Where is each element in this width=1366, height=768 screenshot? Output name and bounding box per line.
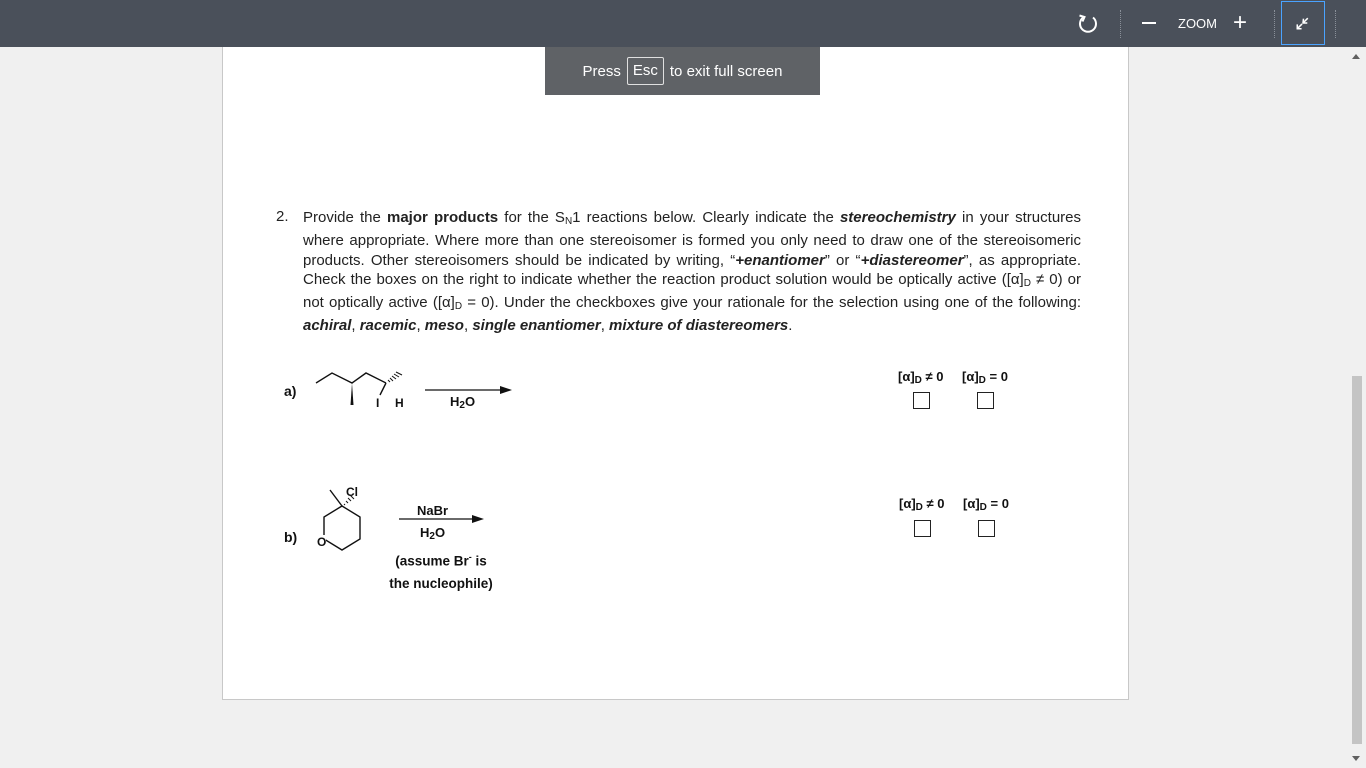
question-segment: 1 reactions below. Clearly indicate the xyxy=(572,209,840,226)
atom-o-label: O xyxy=(317,535,327,549)
question-segment: N xyxy=(564,216,573,227)
reaction-a-inactive-label: $[\alpha]_D = 0$ xyxy=(962,369,1008,386)
reaction-b-not-optically-active-checkbox[interactable] xyxy=(978,520,995,537)
question-segment: stereochemistry xyxy=(839,209,956,226)
reaction-a-optically-active-checkbox[interactable] xyxy=(913,392,930,409)
toolbar-divider xyxy=(1120,10,1122,38)
reaction-b-inactive-label: $[\alpha]_D = 0$ xyxy=(963,496,1009,513)
question-segment: major products xyxy=(387,209,499,226)
question-segment: , xyxy=(351,317,360,335)
question-segment: , xyxy=(416,317,425,335)
reaction-b-optically-active-checkbox[interactable] xyxy=(914,520,931,537)
question-segment: = 0). Under the checkboxes give your rationale for the selection using one of the following: xyxy=(462,294,1081,312)
question-segment: , xyxy=(600,317,610,335)
reaction-b-active-label: $[\alpha]_D \ne 0$ xyxy=(899,496,945,513)
reaction-a-label: a) xyxy=(284,383,297,399)
question-segment: +diastereomer xyxy=(860,251,964,269)
reaction-b-reagent-top: NaBr xyxy=(417,503,449,518)
atom-cl-label: Cl xyxy=(346,485,358,499)
question-segment: D xyxy=(1023,277,1031,289)
zoom-in-button[interactable]: + xyxy=(1233,9,1248,36)
question-segment: ” or “ xyxy=(824,251,861,269)
zoom-label: ZOOM xyxy=(1178,16,1217,31)
exit-fullscreen-icon xyxy=(1282,2,1324,44)
question-segment: racemic xyxy=(359,317,417,335)
question-segment: meso xyxy=(424,317,464,335)
question-segment: Provide the xyxy=(303,209,387,226)
question-segment: D xyxy=(454,301,463,313)
toolbar-divider xyxy=(1335,10,1337,38)
reaction-a-active-label: $[\alpha]_D \ne 0$ xyxy=(898,369,944,386)
question-segment: ”, as appropriate. Check the boxes on the right to indicate whether the reaction product solution would be optically active ([α] xyxy=(303,251,1081,288)
question-segment: for the S xyxy=(498,209,565,226)
question-segment: single enantiomer xyxy=(472,317,601,335)
esc-key-badge: Esc xyxy=(627,57,664,85)
atom-i-label: I xyxy=(376,396,380,410)
question-segment: +enantiomer xyxy=(735,251,825,269)
notice-rest-text: to exit full screen xyxy=(669,62,783,80)
scroll-up-icon[interactable] xyxy=(1352,54,1360,59)
question-segment: mixture of diastereomers xyxy=(609,317,789,335)
reaction-a-reagent: $H_2O$ xyxy=(450,394,476,411)
atom-h-label: H xyxy=(395,396,404,410)
question-segment: , xyxy=(463,317,473,335)
question-text xyxy=(303,208,1081,336)
question-segment: . xyxy=(788,317,793,335)
reaction-b-reagent-water: $H_2O$ xyxy=(420,525,446,542)
fullscreen-notice xyxy=(545,47,820,95)
refresh-icon[interactable] xyxy=(1076,12,1100,36)
toolbar-divider xyxy=(1274,10,1276,38)
exit-fullscreen-button[interactable] xyxy=(1281,1,1325,45)
question-segment: in your structures where appropriate. Where more than one stereoisomer is formed you only need to draw one of the stereoisomeric products. Other stereoisomers should be indicated by writing, “ xyxy=(303,209,1081,269)
scroll-down-icon[interactable] xyxy=(1352,756,1360,761)
question-segment: achiral xyxy=(303,317,352,335)
top-toolbar xyxy=(0,0,1366,47)
zoom-out-button[interactable] xyxy=(1142,22,1156,24)
reaction-b-label: b) xyxy=(284,529,298,545)
scrollbar-thumb[interactable] xyxy=(1352,376,1362,744)
note-line-1: (assume Br- is xyxy=(395,552,487,569)
question-number: 2. xyxy=(276,208,289,225)
reaction-a-not-optically-active-checkbox[interactable] xyxy=(977,392,994,409)
reaction-b-condition-note xyxy=(380,546,502,595)
note-line-2: the nucleophile) xyxy=(389,575,493,591)
question-segment: ≠ 0) or not optically active ([α] xyxy=(303,270,1081,312)
notice-press-text: Press xyxy=(582,62,621,80)
